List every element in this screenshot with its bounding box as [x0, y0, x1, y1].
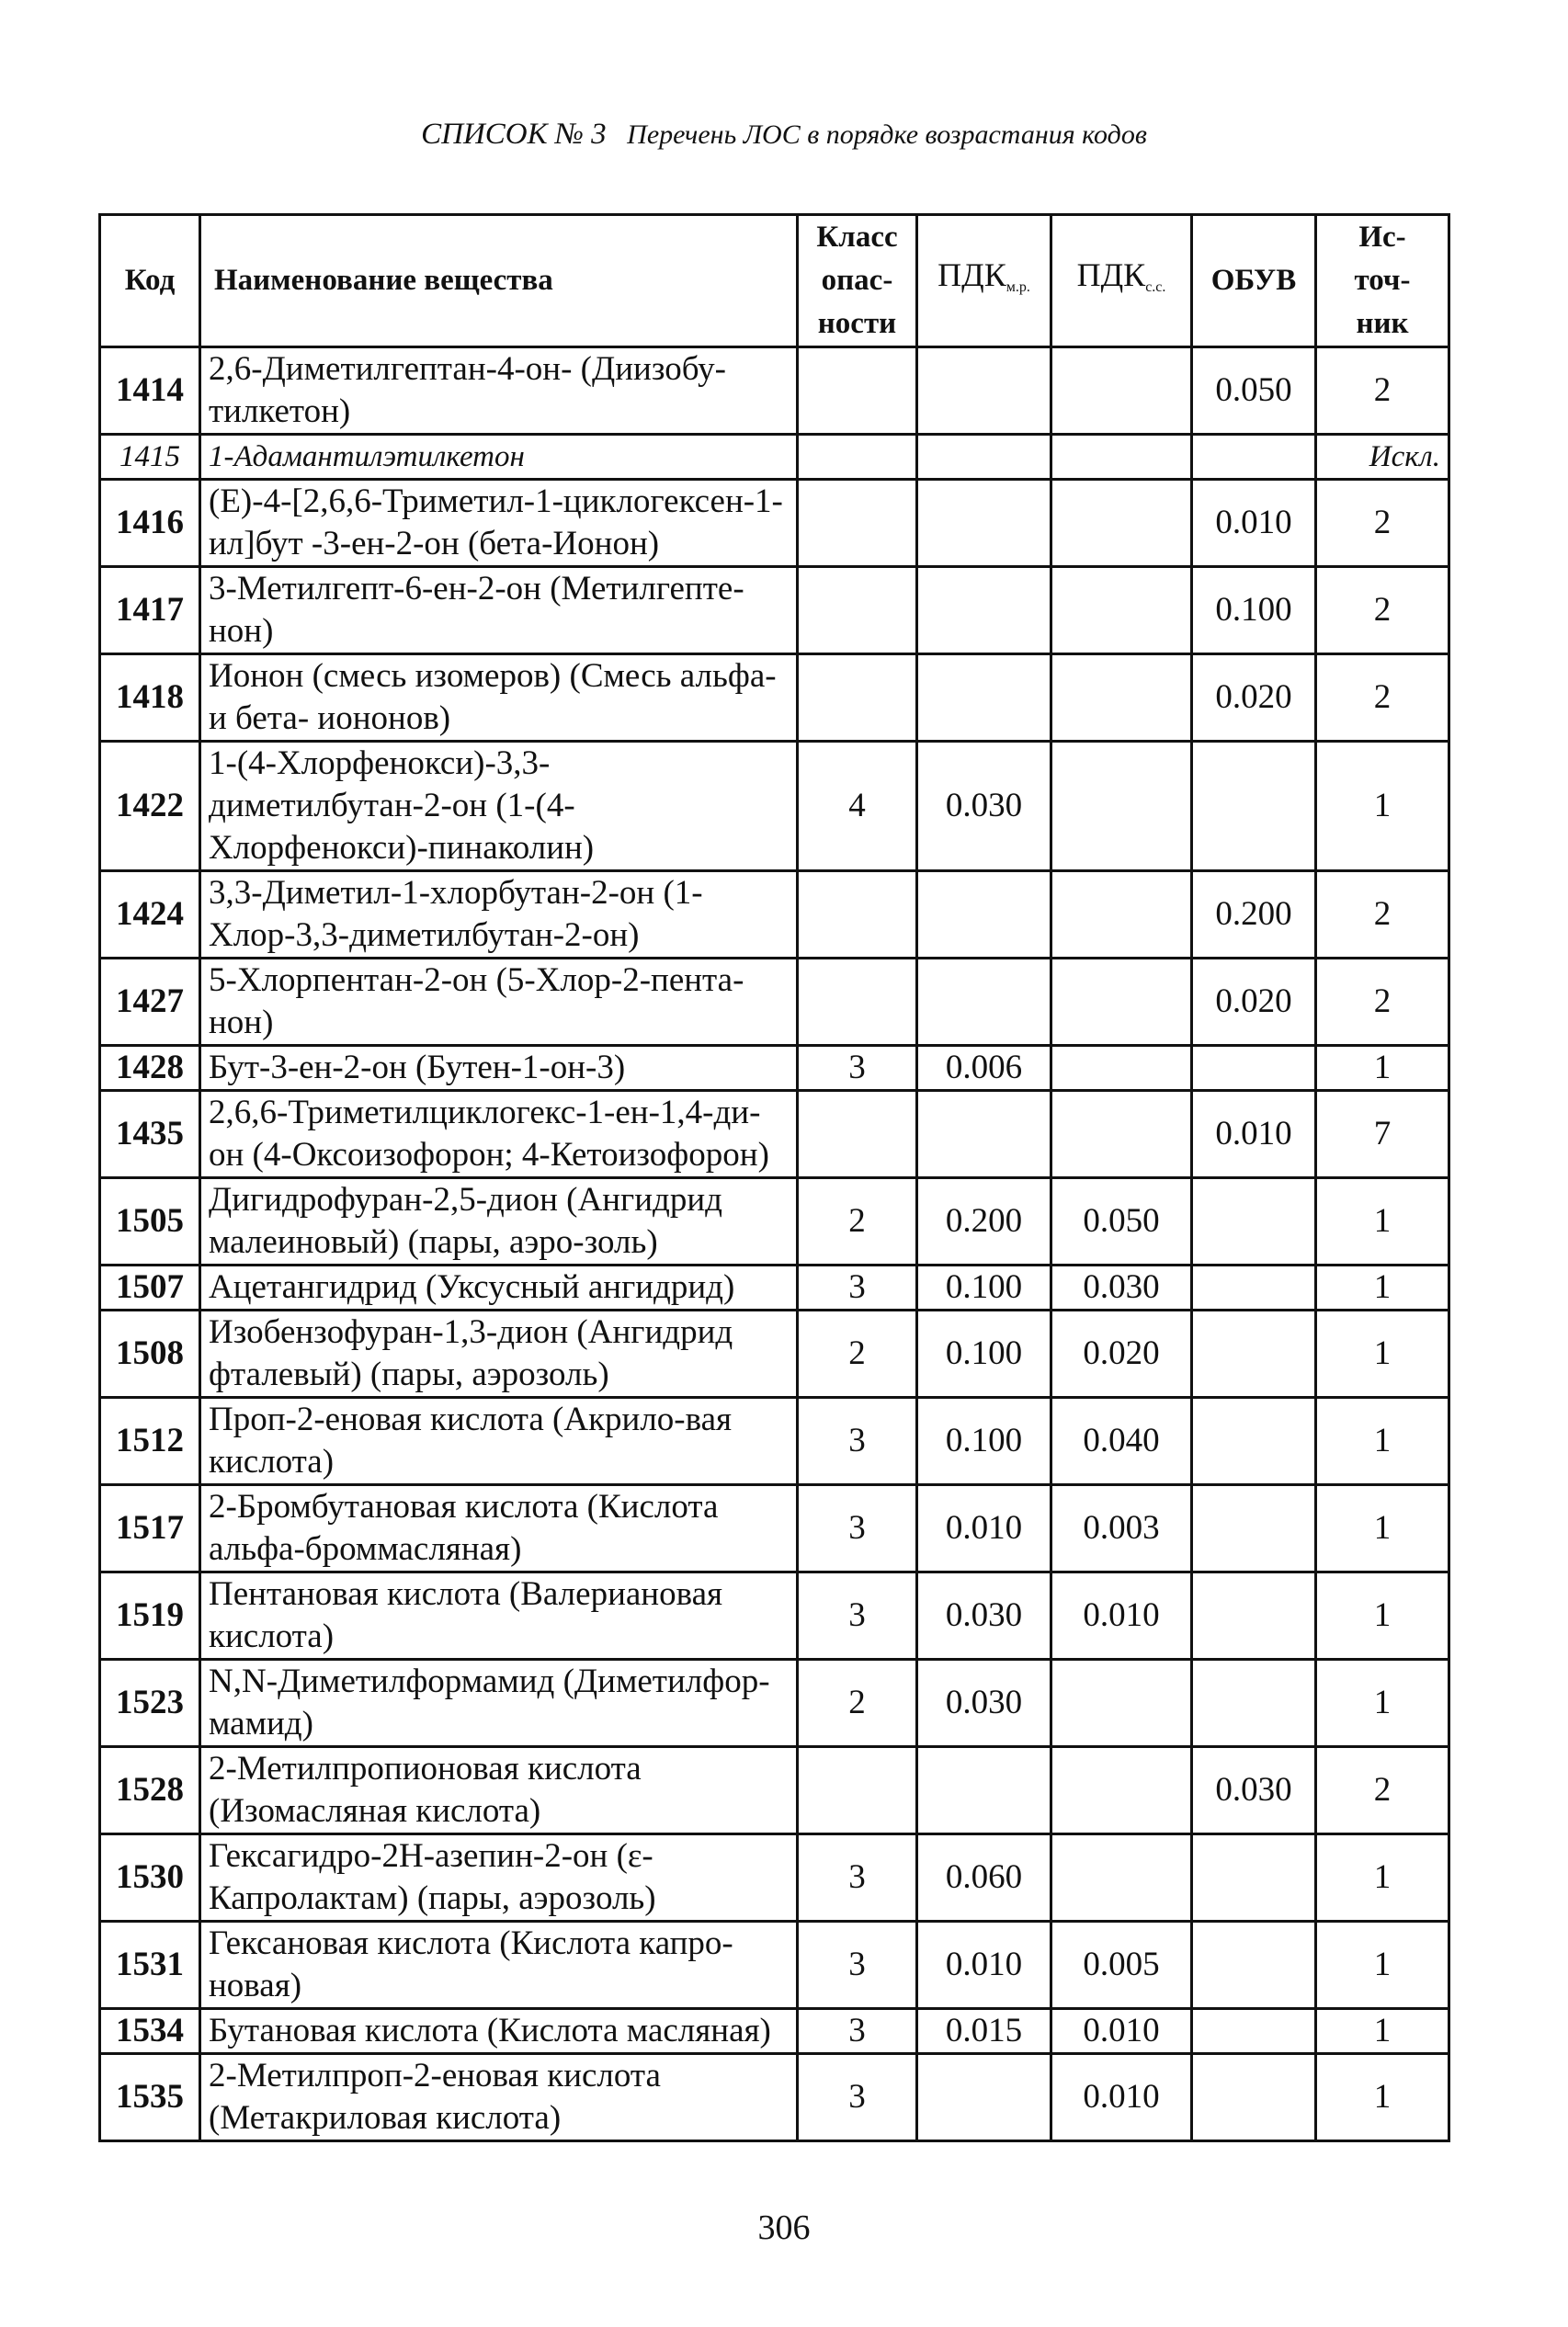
table-body [100, 347, 1449, 2141]
cell-pdk-ss [1051, 347, 1192, 435]
cell-source: 1 [1316, 1046, 1449, 1091]
cell-source: 1 [1316, 1311, 1449, 1398]
table-header-row [100, 215, 1449, 347]
cell-obuv [1192, 1178, 1316, 1266]
cell-code: 1422 [100, 742, 200, 871]
cell-hazard-class: 3 [798, 1572, 917, 1660]
col-header-source: Ис- точ- ник [1316, 215, 1449, 347]
cell-source: 2 [1316, 347, 1449, 435]
cell-hazard-class: 2 [798, 1311, 917, 1398]
cell-name: 5-Хлорпентан-2-он (5-Хлор-2-пента-нон) [200, 959, 798, 1046]
cell-name: Бутановая кислота (Кислота масляная) [200, 2009, 798, 2054]
cell-source: 1 [1316, 2009, 1449, 2054]
table-row [100, 959, 1449, 1046]
cell-pdk-ss: 0.010 [1051, 2009, 1192, 2054]
cell-name: Гексагидро-2Н-азепин-2-он (ε-Капролактам) (пары, аэрозоль) [200, 1834, 798, 1922]
table-row [100, 1660, 1449, 1747]
cell-name: 1-Адамантилэтилкетон [200, 435, 798, 480]
cell-hazard-class [798, 347, 917, 435]
cell-code: 1508 [100, 1311, 200, 1398]
cell-name: 2-Метилпроп-2-еновая кислота (Метакриловая кислота) [200, 2054, 798, 2141]
cell-obuv [1192, 1311, 1316, 1398]
cell-pdk-ss [1051, 1046, 1192, 1091]
cell-pdk-mr [917, 480, 1051, 567]
cell-hazard-class: 2 [798, 1178, 917, 1266]
list-title: Перечень ЛОС в порядке возрастания кодов [627, 119, 1147, 150]
col-header-code: Код [100, 215, 200, 347]
cell-obuv [1192, 1834, 1316, 1922]
cell-name: 2,6-Диметилгептан-4-он- (Диизобу-тилкетон) [200, 347, 798, 435]
cell-pdk-mr: 0.010 [917, 1485, 1051, 1572]
cell-name: Гексановая кислота (Кислота капро-новая) [200, 1922, 798, 2009]
cell-pdk-mr [917, 435, 1051, 480]
cell-pdk-ss: 0.003 [1051, 1485, 1192, 1572]
cell-source: 1 [1316, 1485, 1449, 1572]
cell-source: 1 [1316, 1266, 1449, 1311]
cell-pdk-ss [1051, 871, 1192, 959]
table-row [100, 480, 1449, 567]
cell-pdk-ss: 0.010 [1051, 1572, 1192, 1660]
cell-pdk-mr: 0.015 [917, 2009, 1051, 2054]
cell-code: 1414 [100, 347, 200, 435]
cell-obuv: 0.100 [1192, 567, 1316, 654]
cell-pdk-mr: 0.100 [917, 1311, 1051, 1398]
cell-source: 2 [1316, 871, 1449, 959]
cell-name: 3-Метилгепт-6-ен-2-он (Метилгепте-нон) [200, 567, 798, 654]
cell-code: 1417 [100, 567, 200, 654]
cell-obuv [1192, 1922, 1316, 2009]
cell-name: 2-Метилпропионовая кислота (Изомасляная кислота) [200, 1747, 798, 1834]
table-row [100, 1485, 1449, 1572]
cell-pdk-mr [917, 1091, 1051, 1178]
table-row [100, 742, 1449, 871]
cell-pdk-mr [917, 2054, 1051, 2141]
cell-hazard-class [798, 480, 917, 567]
cell-name: (E)-4-[2,6,6-Триметил-1-циклогексен-1-ил]бут -3-ен-2-он (бета-Ионон) [200, 480, 798, 567]
cell-hazard-class: 3 [798, 1834, 917, 1922]
cell-obuv: 0.010 [1192, 480, 1316, 567]
cell-code: 1512 [100, 1398, 200, 1485]
cell-pdk-ss: 0.010 [1051, 2054, 1192, 2141]
cell-source: 1 [1316, 1660, 1449, 1747]
table-row [100, 1178, 1449, 1266]
cell-hazard-class: 3 [798, 1266, 917, 1311]
table-row [100, 1311, 1449, 1398]
cell-source: 2 [1316, 480, 1449, 567]
cell-code: 1523 [100, 1660, 200, 1747]
col-header-name: Наименование вещества [200, 215, 798, 347]
cell-source: 2 [1316, 567, 1449, 654]
cell-pdk-ss [1051, 1747, 1192, 1834]
cell-source: 2 [1316, 654, 1449, 742]
substances-table [98, 213, 1450, 2142]
cell-hazard-class [798, 654, 917, 742]
cell-pdk-ss [1051, 567, 1192, 654]
col-header-pdk-mr: $ПДК_{м.р.}$ [917, 215, 1051, 347]
cell-source: 2 [1316, 959, 1449, 1046]
cell-pdk-mr: 0.010 [917, 1922, 1051, 2009]
cell-pdk-ss [1051, 1091, 1192, 1178]
cell-hazard-class: 3 [798, 1398, 917, 1485]
cell-pdk-ss: 0.030 [1051, 1266, 1192, 1311]
cell-obuv: 0.020 [1192, 959, 1316, 1046]
col-header-obuv: ОБУВ [1192, 215, 1316, 347]
cell-obuv: 0.020 [1192, 654, 1316, 742]
cell-pdk-mr: 0.030 [917, 742, 1051, 871]
cell-obuv [1192, 2009, 1316, 2054]
cell-pdk-mr: 0.060 [917, 1834, 1051, 1922]
cell-name: Проп-2-еновая кислота (Акрило-вая кислота) [200, 1398, 798, 1485]
cell-name: Пентановая кислота (Валериановая кислота) [200, 1572, 798, 1660]
cell-source: 1 [1316, 1572, 1449, 1660]
cell-pdk-ss [1051, 742, 1192, 871]
cell-source: 1 [1316, 1922, 1449, 2009]
cell-code: 1530 [100, 1834, 200, 1922]
cell-pdk-mr [917, 347, 1051, 435]
cell-source: 1 [1316, 742, 1449, 871]
cell-pdk-ss [1051, 1834, 1192, 1922]
cell-name: 1-(4-Хлорфенокси)-3,3-диметилбутан-2-он (1-(4-Хлорфенокси)-пинаколин) [200, 742, 798, 871]
cell-source: 2 [1316, 1747, 1449, 1834]
cell-pdk-mr: 0.006 [917, 1046, 1051, 1091]
cell-hazard-class [798, 435, 917, 480]
cell-obuv [1192, 1266, 1316, 1311]
cell-code: 1428 [100, 1046, 200, 1091]
table-row [100, 1398, 1449, 1485]
cell-code: 1415 [100, 435, 200, 480]
cell-obuv [1192, 1572, 1316, 1660]
cell-pdk-mr [917, 567, 1051, 654]
cell-code: 1517 [100, 1485, 200, 1572]
cell-obuv: 0.200 [1192, 871, 1316, 959]
cell-pdk-mr [917, 871, 1051, 959]
cell-name: 3,3-Диметил-1-хлорбутан-2-он (1-Хлор-3,3-диметилбутан-2-он) [200, 871, 798, 959]
cell-source: 1 [1316, 1398, 1449, 1485]
cell-hazard-class: 3 [798, 1485, 917, 1572]
table-row [100, 1834, 1449, 1922]
cell-obuv [1192, 1485, 1316, 1572]
col-header-pdk-ss: $ПДК_{с.с.}$ [1051, 215, 1192, 347]
cell-pdk-ss [1051, 480, 1192, 567]
cell-pdk-ss: 0.020 [1051, 1311, 1192, 1398]
cell-code: 1424 [100, 871, 200, 959]
cell-name: Бут-3-ен-2-он (Бутен-1-он-3) [200, 1046, 798, 1091]
cell-pdk-mr: 0.030 [917, 1660, 1051, 1747]
cell-obuv [1192, 742, 1316, 871]
cell-hazard-class [798, 1091, 917, 1178]
cell-code: 1534 [100, 2009, 200, 2054]
cell-obuv [1192, 435, 1316, 480]
cell-code: 1519 [100, 1572, 200, 1660]
table-row [100, 1747, 1449, 1834]
cell-pdk-ss: 0.050 [1051, 1178, 1192, 1266]
table-row [100, 1091, 1449, 1178]
cell-name: 2-Бромбутановая кислота (Кислота альфа-броммасляная) [200, 1485, 798, 1572]
list-label: СПИСОК № 3 [421, 118, 607, 151]
table-row [100, 1572, 1449, 1660]
cell-obuv: 0.010 [1192, 1091, 1316, 1178]
cell-hazard-class [798, 959, 917, 1046]
cell-source: 1 [1316, 2054, 1449, 2141]
cell-obuv [1192, 1660, 1316, 1747]
cell-pdk-ss: 0.040 [1051, 1398, 1192, 1485]
cell-obuv [1192, 1398, 1316, 1485]
col-header-hazard-class: Класс опас- ности [798, 215, 917, 347]
cell-name: N,N-Диметилформамид (Диметилфор-мамид) [200, 1660, 798, 1747]
page-header [0, 118, 1568, 152]
cell-pdk-mr [917, 959, 1051, 1046]
cell-pdk-ss [1051, 654, 1192, 742]
cell-hazard-class: 2 [798, 1660, 917, 1747]
table-row [100, 1046, 1449, 1091]
cell-pdk-mr [917, 1747, 1051, 1834]
cell-code: 1416 [100, 480, 200, 567]
cell-name: Ацетангидрид (Уксусный ангидрид) [200, 1266, 798, 1311]
cell-code: 1435 [100, 1091, 200, 1178]
cell-pdk-ss [1051, 959, 1192, 1046]
cell-pdk-mr: 0.100 [917, 1266, 1051, 1311]
cell-name: Изобензофуран-1,3-дион (Ангидрид фталевый) (пары, аэрозоль) [200, 1311, 798, 1398]
cell-source: 7 [1316, 1091, 1449, 1178]
cell-hazard-class [798, 567, 917, 654]
cell-source: Искл. [1316, 435, 1449, 480]
cell-pdk-mr: 0.200 [917, 1178, 1051, 1266]
cell-code: 1535 [100, 2054, 200, 2141]
cell-hazard-class: 3 [798, 1922, 917, 2009]
cell-pdk-mr: 0.100 [917, 1398, 1051, 1485]
cell-obuv: 0.050 [1192, 347, 1316, 435]
table-row [100, 1922, 1449, 2009]
cell-name: Дигидрофуран-2,5-дион (Ангидрид малеиновый) (пары, аэро-золь) [200, 1178, 798, 1266]
table-row [100, 435, 1449, 480]
page-number: 306 [757, 2208, 811, 2247]
cell-code: 1418 [100, 654, 200, 742]
cell-pdk-ss [1051, 435, 1192, 480]
cell-hazard-class [798, 1747, 917, 1834]
cell-name: 2,6,6-Триметилциклогекс-1-ен-1,4-ди-он (4-Оксоизофорон; 4-Кетоизофорон) [200, 1091, 798, 1178]
table-row [100, 2009, 1449, 2054]
cell-pdk-ss: 0.005 [1051, 1922, 1192, 2009]
cell-code: 1427 [100, 959, 200, 1046]
cell-code: 1507 [100, 1266, 200, 1311]
cell-source: 1 [1316, 1834, 1449, 1922]
cell-hazard-class [798, 871, 917, 959]
cell-hazard-class: 3 [798, 2054, 917, 2141]
table-row [100, 1266, 1449, 1311]
table-row [100, 347, 1449, 435]
cell-obuv [1192, 2054, 1316, 2141]
cell-obuv: 0.030 [1192, 1747, 1316, 1834]
cell-obuv [1192, 1046, 1316, 1091]
table-row [100, 654, 1449, 742]
cell-hazard-class: 3 [798, 1046, 917, 1091]
table-row [100, 2054, 1449, 2141]
cell-hazard-class: 3 [798, 2009, 917, 2054]
cell-code: 1505 [100, 1178, 200, 1266]
cell-hazard-class: 4 [798, 742, 917, 871]
cell-name: Ионон (смесь изомеров) (Смесь альфа- и бета- иононов) [200, 654, 798, 742]
table-row [100, 871, 1449, 959]
cell-pdk-ss [1051, 1660, 1192, 1747]
cell-pdk-mr [917, 654, 1051, 742]
cell-code: 1528 [100, 1747, 200, 1834]
table-row [100, 567, 1449, 654]
cell-pdk-mr: 0.030 [917, 1572, 1051, 1660]
cell-code: 1531 [100, 1922, 200, 2009]
cell-source: 1 [1316, 1178, 1449, 1266]
